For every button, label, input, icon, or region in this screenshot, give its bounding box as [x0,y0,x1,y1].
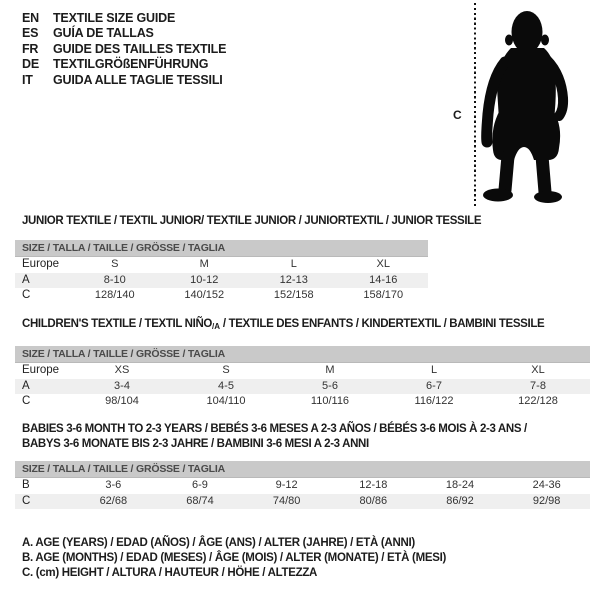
lang-code: ES [22,26,39,41]
junior-table-body [15,257,428,304]
table-cell: L [290,258,297,270]
table-cell: 6-9 [192,479,208,491]
table-cell: 62/68 [99,494,128,507]
table-cell: 92/98 [532,494,561,507]
table-row [15,394,590,410]
table-cell: 5-6 [322,379,338,392]
table-cell: 18-24 [445,479,475,491]
lang-code: FR [22,41,39,56]
children-table-body [15,363,590,410]
table-cell: XS [114,364,130,376]
table-cell: 140/152 [184,289,225,302]
row-label: Europe [22,364,60,376]
babies-size-table [15,461,590,509]
table-cell: 86/92 [446,494,474,507]
table-cell: 8-10 [103,273,126,286]
babies-section-heading [22,422,527,452]
lang-title: GUÍA DE TALLAS [53,26,154,41]
row-label: A [22,379,30,392]
table-cell: 80/86 [359,494,388,507]
table-cell: 116/122 [414,395,454,408]
lang-title: TEXTILGRÖßENFÜHRUNG [53,57,209,72]
legend-notes [22,536,446,581]
baby-silhouette-shapes [483,11,563,203]
table-cell: 122/128 [518,395,558,408]
babies-heading-line1: BABIES 3-6 MONTH TO 2-3 YEARS / BEBÉS 3-6 MESES A 2-3 AÑOS / BÉBÉS 3-6 MOIS À 2-3 ANS / [22,423,527,435]
lang-code: EN [22,11,39,25]
table-cell: 12-13 [279,273,308,286]
babies-table-body [15,478,590,509]
row-label: A [22,273,30,286]
table-cell: 98/104 [105,395,139,408]
lang-row-es [22,26,226,41]
table-cell: 110/116 [310,395,350,408]
table-row [15,494,590,510]
table-cell: M [325,364,335,376]
table-cell: 9-12 [275,479,298,491]
row-label: C [22,494,31,507]
note-line-c: C. (cm) HEIGHT / ALTURA / HAUTEUR / HÖHE / ALTEZZA [22,567,318,579]
table-cell: 128/140 [94,289,135,302]
table-cell: 68/74 [186,494,214,507]
table-cell: M [199,258,209,270]
table-row [15,288,428,304]
size-table-header-bar [15,461,590,478]
table-cell: 152/158 [273,289,314,302]
table-cell: 4-5 [218,379,234,392]
babies-heading-line2: BABYS 3-6 MONATE BIS 2-3 JAHRE / BAMBINI 3-6 MESI A 2-3 ANNI [22,438,369,450]
children-size-table [15,346,590,410]
table-row [15,363,590,379]
language-title-list [22,11,226,88]
table-cell: 3-4 [114,379,130,392]
size-header-label: SIZE / TALLA / TAILLE / GRÖSSE / TAGLIA [22,463,225,475]
height-measure-label: C [453,108,462,122]
lang-code: DE [22,57,39,72]
table-cell: 104/110 [206,395,246,408]
children-section-heading [22,318,544,331]
junior-section-heading: JUNIOR TEXTILE / TEXTIL JUNIOR/ TEXTILE JUNIOR / JUNIORTEXTIL / JUNIOR TESSILE [22,215,482,227]
table-cell: 12-18 [359,479,388,491]
table-cell: 24-36 [532,479,561,491]
table-cell: 6-7 [426,379,442,392]
size-table-header-bar [15,240,428,257]
table-cell: S [222,364,230,376]
table-cell: 10-12 [190,273,219,286]
lang-row-de [22,57,226,72]
row-label: B [22,479,30,491]
lang-title: TEXTILE SIZE GUIDE [53,11,176,25]
lang-row-it [22,73,226,88]
height-measure-dotted-line [474,3,476,209]
row-label: C [22,289,31,302]
children-heading-text: CHILDREN'S TEXTILE / TEXTIL NIÑO [22,318,213,330]
table-cell: 3-6 [105,479,122,491]
row-label: C [22,395,31,408]
table-row [15,478,590,494]
table-cell: XL [531,364,545,376]
table-cell: L [430,364,438,376]
table-row [15,379,590,395]
size-header-label: SIZE / TALLA / TAILLE / GRÖSSE / TAGLIA [22,242,225,254]
children-heading-text-cont: / TEXTILE DES ENFANTS / KINDERTEXTIL / BAMBINI TESSILE [220,318,545,330]
lang-row-fr [22,42,226,57]
table-cell: 158/170 [363,289,404,302]
row-label: Europe [22,258,60,270]
size-table-header-bar [15,346,590,363]
size-header-label: SIZE / TALLA / TAILLE / GRÖSSE / TAGLIA [22,348,225,360]
table-cell: XL [376,258,390,270]
lang-row-en [22,11,226,26]
table-cell: 7-8 [530,379,546,392]
table-cell: 14-16 [369,273,398,286]
table-cell: 74/80 [272,494,301,507]
lang-code: IT [22,72,33,87]
lang-title: GUIDA ALLE TAGLIE TESSILI [53,72,223,87]
children-heading-subscript: /A [212,322,221,331]
table-row [15,273,428,289]
note-line-b: B. AGE (MONTHS) / EDAD (MESES) / ÂGE (MOIS) / ALTER (MONATE) / ETÀ (MESI) [22,552,447,564]
table-cell: S [111,258,119,270]
lang-title: GUIDE DES TAILLES TEXTILE [53,41,227,56]
baby-silhouette-image [478,10,572,206]
note-line-a: A. AGE (YEARS) / EDAD (AÑOS) / ÂGE (ANS) / ALTER (JAHRE) / ETÀ (ANNI) [22,537,415,549]
table-row [15,257,428,273]
junior-size-table [15,240,428,304]
